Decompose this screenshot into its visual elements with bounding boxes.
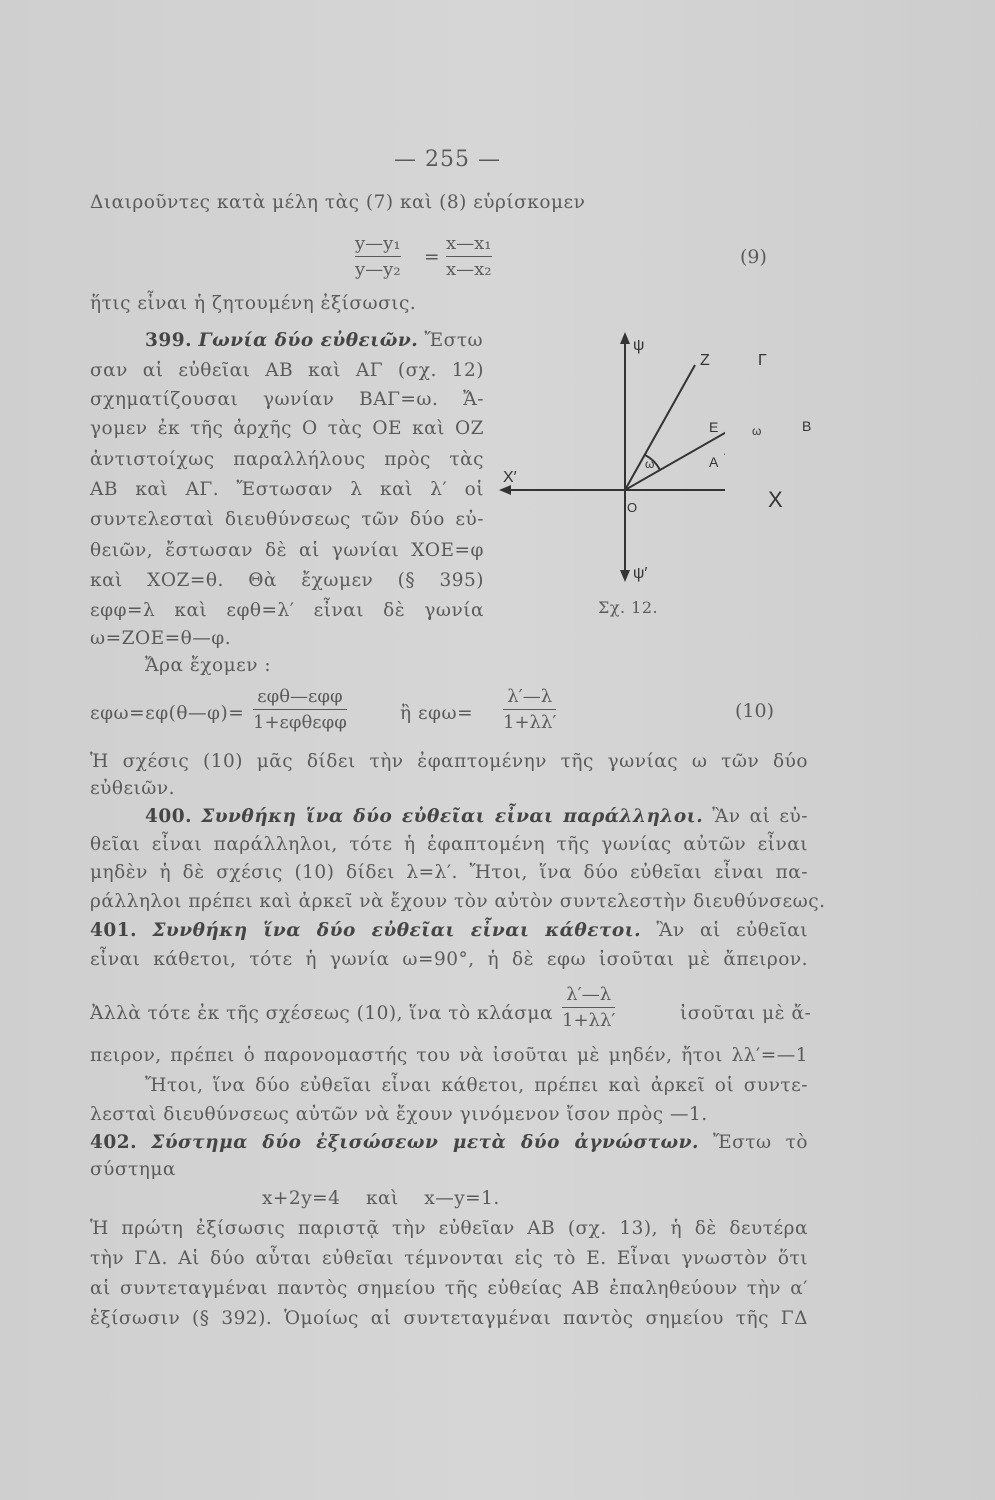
text-line: ἥτις εἶναι ἡ ζητουμένη ἐξίσωσις.: [90, 293, 417, 314]
text-line: ἀντιστοίχως παραλλήλους πρὸς τὰς: [90, 449, 484, 470]
eq10-label: (10): [735, 700, 775, 722]
fig-label-gamma: Γ: [758, 352, 767, 369]
psi-prime-arrow-icon: [620, 570, 630, 582]
text-line: Ἄρα ἔχομεν :: [145, 655, 272, 676]
section-text: Ἂν αἱ εὐθεῖαι: [656, 920, 808, 941]
section-number: 401.: [90, 920, 138, 941]
fig-label-a: A: [709, 454, 719, 470]
eq10-f2-numerator: λ′—λ: [507, 686, 553, 707]
fig-label-o: O: [627, 500, 638, 515]
eq10-fraction-2: [503, 686, 556, 733]
text-line: Διαιροῦντες κατὰ μέλη τὰς (7) καὶ (8) εὑρίσκομεν: [90, 192, 586, 213]
text-line: γομεν ἐκ τῆς ἀρχῆς Ο τὰς ΟΕ καὶ ΟΖ: [90, 418, 484, 439]
text-line: θειῶν, ἔστωσαν δὲ αἱ γωνίαι ΧΟΕ=φ: [90, 540, 484, 561]
eq9-label: (9): [740, 246, 767, 268]
text-line: μηδὲν ἡ δὲ σχέσις (10) δίδει λ=λ′. Ἤτοι, ἵνα δύο εὐθεῖαι εἶναι πα-: [90, 862, 808, 883]
section-399-heading: [145, 330, 483, 351]
eq9-lhs-numerator: y—y₁: [355, 233, 401, 254]
section-text: Ἔστω: [424, 330, 484, 351]
text-line: συντελεσταὶ διευθύνσεως τῶν δύο εὐ-: [90, 509, 484, 530]
line-oz: [625, 365, 695, 490]
text-line: Ἀλλὰ τότε ἐκ τῆς σχέσεως (10), ἵνα τὸ κλάσμα: [90, 1003, 553, 1024]
text-line: τὴν ΓΔ. Αἱ δύο αὗται εὐθεῖαι τέμνονται εἰς τὸ Ε. Εἶναι γνωστὸν ὅτι: [90, 1248, 808, 1269]
system-equations: x+2y=4 καὶ x—y=1.: [262, 1188, 500, 1209]
eq10-f2-denominator: 1+λλ′: [503, 712, 557, 733]
l20-denominator: 1+λλ′: [562, 1010, 616, 1031]
fraction-bar: [355, 256, 401, 257]
text-line: σαν αἱ εὐθεῖαι ΑΒ καὶ ΑΓ (σχ. 12): [90, 360, 484, 381]
section-number: 400.: [145, 806, 193, 827]
text-line: εφφ=λ καὶ εφθ=λ′ εἶναι δὲ γωνία: [90, 600, 484, 621]
fig-label-z: Z: [700, 352, 710, 369]
text-line: ἐξίσωσιν (§ 392). Ὁμοίως αἱ συντεταγμέναι παντὸς σημείου τῆς ΓΔ: [90, 1308, 808, 1329]
eq10-lhs: εφω=εφ(θ—φ)=: [90, 703, 245, 724]
fraction-bar: [503, 709, 556, 710]
eq9-rhs-numerator: x—x₁: [446, 233, 492, 254]
eq10-f1-numerator: εφθ—εφφ: [257, 686, 343, 707]
section-title: Συνθήκη ἵνα δύο εὐθεῖαι εἶναι κάθετοι.: [152, 920, 642, 941]
eq10-or: ἢ εφω=: [400, 703, 474, 724]
psi-arrow-icon: [620, 332, 630, 344]
fraction-bar: [253, 709, 347, 710]
fig-label-x: X: [768, 487, 783, 512]
eq9-lhs-denominator: y—y₂: [355, 259, 401, 280]
text-line: ω=ΖΟΕ=θ—φ.: [90, 628, 232, 649]
fig-label-b: B: [802, 418, 812, 434]
text-line: εἶναι κάθετοι, τότε ἡ γωνία ω=90°, ἡ δὲ εφω ἰσοῦται μὲ ἄπειρον.: [90, 949, 808, 970]
text-line: Ἡ σχέσις (10) μᾶς δίδει τὴν ἐφαπτομένην τῆς γωνίας ω τῶν δύο: [90, 751, 808, 772]
fraction-bar: [562, 1007, 615, 1008]
fig-label-omega-1: ω: [645, 457, 655, 471]
text-line: Ἤτοι, ἵνα δύο εὐθεῖαι εἶναι κάθετοι, πρέπει καὶ ἀρκεῖ οἱ συντε-: [145, 1075, 808, 1096]
section-text: Ἔστω τὸ: [712, 1132, 808, 1153]
text-line: λεσταὶ διευθύνσεως αὐτῶν νὰ ἔχουν γινόμενον ἴσον πρὸς —1.: [90, 1104, 708, 1125]
text-line: Ἡ πρώτη ἐξίσωσις παριστᾷ τὴν εὐθεῖαν ΑΒ (σχ. 13), ἡ δὲ δευτέρα: [90, 1218, 808, 1239]
l20-numerator: λ′—λ: [566, 984, 612, 1005]
fraction-bar: [446, 256, 492, 257]
section-title: Γωνία δύο εὐθειῶν.: [198, 330, 419, 351]
text-line: ράλληλοι πρέπει καὶ ἀρκεῖ νὰ ἔχουν τὸν αὐτὸν συντελεστὴν διευθύνσεως.: [90, 891, 826, 912]
section-text: Ἂν αἱ εὐ-: [712, 806, 809, 827]
eq10-fraction-1: [253, 686, 347, 733]
fig-label-x-prime: X′: [503, 469, 517, 486]
figure-12: [495, 320, 725, 620]
section-400-heading: [145, 806, 808, 827]
text-line: ΑΒ καὶ ΑΓ. Ἔστωσαν λ καὶ λ′ οἱ: [90, 479, 484, 500]
text-line: σύστημα: [90, 1159, 176, 1180]
eq9-rhs-fraction: [446, 233, 492, 280]
text-line: καὶ ΧΟΖ=θ. Θὰ ἔχωμεν (§ 395): [90, 570, 484, 591]
text-line: ἰσοῦται μὲ ἄ-: [680, 1003, 812, 1024]
l20-fraction: [562, 984, 615, 1031]
x-prime-arrow-icon: [499, 485, 511, 495]
text-line: εὐθειῶν.: [90, 778, 176, 799]
eq9-rhs-denominator: x—x₂: [446, 259, 492, 280]
eq10-f1-denominator: 1+εφθεφφ: [253, 712, 347, 733]
page-number: — 255 —: [394, 147, 501, 172]
fig-label-omega-2: ω: [752, 424, 762, 438]
section-number: 402.: [90, 1132, 138, 1153]
text-line: αἱ συντεταγμέναι παντὸς σημείου τῆς εὐθείας ΑΒ ἐπαληθεύουν τὴν α′: [90, 1278, 808, 1299]
section-402-heading: [90, 1132, 808, 1153]
fig-label-e: E: [709, 419, 719, 435]
text-line: θεῖαι εἶναι παράλληλοι, τότε ἡ ἐφαπτομένη τῆς γωνίας αὐτῶν εἶναι: [90, 834, 808, 855]
section-number: 399.: [145, 330, 193, 351]
section-title: Σύστημα δύο ἐξισώσεων μετὰ δύο ἀγνώστων.: [151, 1132, 699, 1153]
figure-12-right: [720, 345, 820, 515]
section-401-heading: [90, 920, 808, 941]
eq9-lhs-fraction: [355, 233, 401, 280]
text-line: πειρον, πρέπει ὁ παρονομαστής του νὰ ἰσοῦται μὲ μηδέν, ἤτοι λλ′=—1: [90, 1045, 808, 1066]
eq9-equals: =: [424, 247, 441, 268]
figure-caption: Σχ. 12.: [598, 598, 659, 617]
fig-label-psi: ψ: [633, 337, 645, 354]
section-title: Συνθήκη ἵνα δύο εὐθεῖαι εἶναι παράλληλοι.: [201, 806, 704, 827]
fig-label-psi-prime: ψ′: [633, 565, 648, 582]
text-line: σχηματίζουσαι γωνίαν ΒΑΓ=ω. Ἄ-: [90, 389, 484, 410]
